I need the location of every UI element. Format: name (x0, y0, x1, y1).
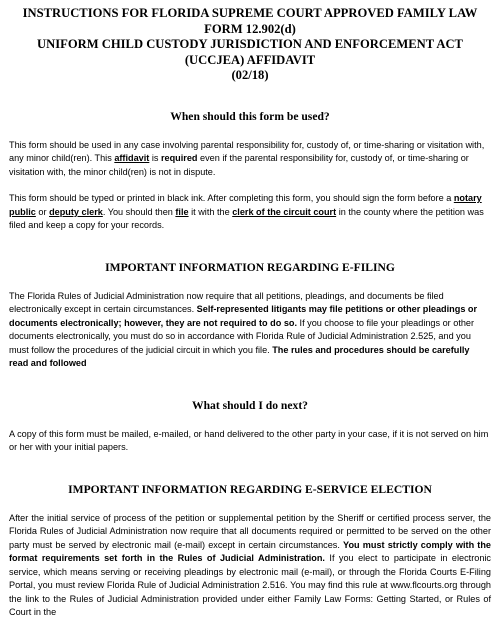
required-term: required (160, 153, 198, 163)
paragraph-when-used: This form should be used in any case involving parental responsibility for, custody of, or time-sharing or visitation with, any minor child(ren). This affidavit is required even if the parental responsibility for, custody of, or time-sharing or visitation with, the minor child(ren) is not in dispute. (9, 139, 485, 177)
clerk-term: clerk of the circuit court (232, 206, 337, 217)
form-title-block (9, 6, 491, 84)
section-heading-next-steps: What should I do next? (192, 398, 308, 412)
file-term: file (175, 206, 189, 217)
deputy-clerk-term: deputy clerk (49, 206, 103, 217)
paragraph-filing: This form should be typed or printed in black ink. After completing this form, you should sign the form before a notary public or deputy clerk. You should then file it with the clerk of the circuit court in the county where the petition was filed and keep a copy for your records. (9, 193, 484, 230)
section-heading-e-filing: IMPORTANT INFORMATION REGARDING E-FILING (105, 260, 395, 274)
notary-public-term: notary public (9, 193, 482, 217)
form-title-line-3: UNIFORM CHILD CUSTODY JURISDICTION AND ENFORCEMENT ACT (37, 37, 463, 51)
form-revision-date: (02/18) (231, 68, 269, 82)
affidavit-term: affidavit (114, 153, 150, 163)
form-number: FORM 12.902(d) (204, 21, 296, 36)
paragraph-next-steps: A copy of this form must be mailed, e-mailed, or hand delivered to the other party in your case, if it is not served on him or her with your initial papers. (9, 428, 489, 452)
e-filing-rules-note: The rules and procedures should be carefully read and followed (9, 344, 470, 368)
e-filing-bold-note: Self-represented litigants may file petitions or other pleadings or documents electronically; however, they are not required to do so. (9, 304, 478, 328)
paragraph-e-filing: The Florida Rules of Judicial Administration now require that all petitions, pleadings, and documents be filed electronically except in certain circumstances. Self-represented litigants may file petitions or other pleadings or documents electronically; however, they are not required to do so. If you choose to file your pleadings or other documents electronically, you must do so in accordance with Florida Rule of Judicial Administration 2.525, and you must follow the procedures of the judicial circuit in which you file. The rules and procedures should be carefully read and followed (9, 290, 478, 368)
form-title-line-1: INSTRUCTIONS FOR FLORIDA SUPREME COURT APPROVED FAMILY LAW (22, 6, 478, 20)
form-title-line-4: (UCCJEA) AFFIDAVIT (184, 52, 316, 67)
section-heading-when-used: When should this form be used? (170, 109, 330, 123)
e-service-bold-note: You must strictly comply with the format requirements set forth in the Rules of Judicial Administration. (9, 539, 491, 563)
paragraph-e-service: After the initial service of process of the petition or supplemental petition by the Sheriff or certified process server, the Florida Rules of Judicial Administration now require that all documents required or permitted to be served on the other party must be served by electronic mail (e-mail) except in certain circumstances. You must strictly comply with the format requirements set forth in the Rules of Judicial Administration. If you elect to participate in electronic service, which means serving or receiving pleadings by electronic mail (e-mail), or through the Florida Courts E-Filing Portal, you must review Florida Rule of Judicial Administration 2.516. You may find this rule at www.flcourts.org through the link to the Rules of Judicial Administration provided under either Family Law Forms: Getting Started, or Rules of Court in the (9, 512, 491, 617)
section-heading-e-service: IMPORTANT INFORMATION REGARDING E-SERVICE ELECTION (68, 482, 432, 496)
